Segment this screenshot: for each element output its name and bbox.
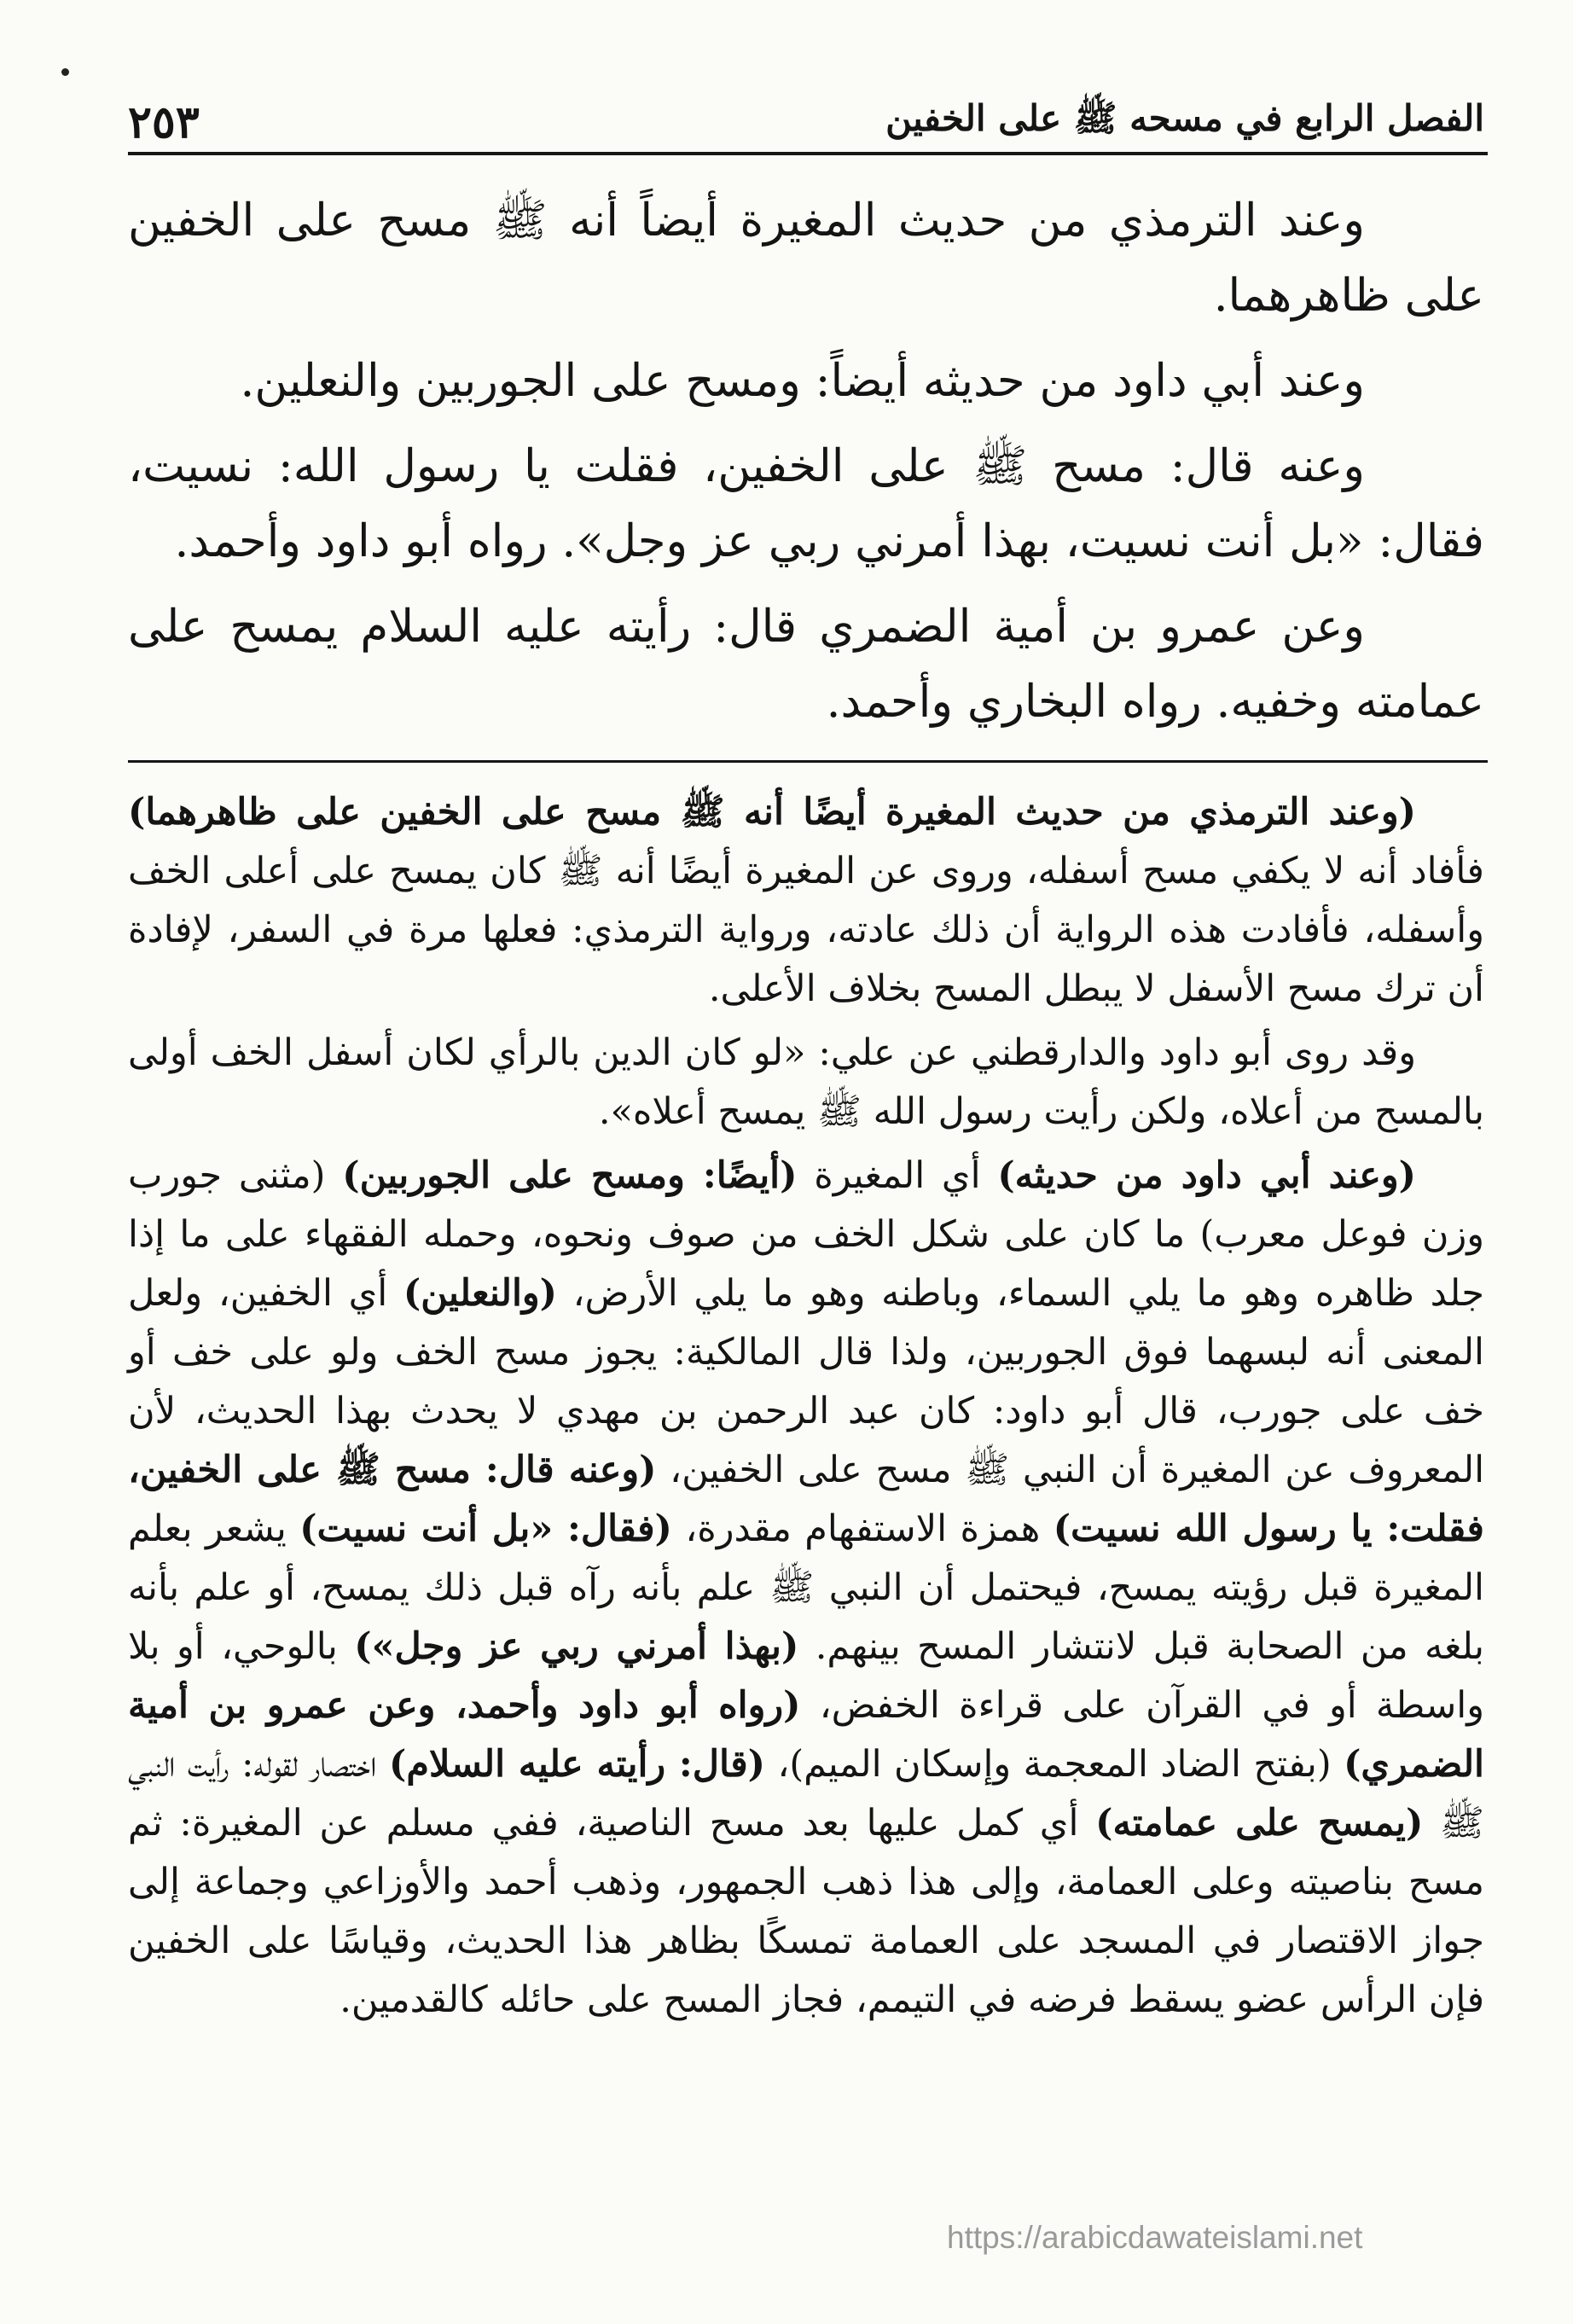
commentary-span: بالوحي، أو بلا واسطة أو في القرآن على قراءة الخفض، (128, 1625, 1484, 1727)
commentary-paragraph: وقد روى أبو داود والدارقطني عن علي: «لو كان الدين بالرأي لكان أسفل الخف أولى بالمسح من أعلاه، ولكن رأيت رسول الله ﷺ يمسح أعلاه». (128, 1031, 1484, 1133)
commentary-span: (بفتح الضاد المعجمة وإسكان الميم)، (765, 1743, 1344, 1786)
section-rule (128, 760, 1488, 763)
commentary-span: أي كمل عليها بعد مسح الناصية، ففي مسلم عن المغيرة: ثم مسح بناصيته وعلى العمامة، وإلى هذا ذهب الجمهور، وذهب أحمد والأوزاعي وجماعة إلى جواز الاقتصار في المسجد على العمامة تمسكًا بظاهر هذا الحديث، وقياسًا على الخفين فإن الرأس عضو يسقط فرضه في التيمم، فجاز المسح على حائله كالقدمين. (128, 1802, 1484, 2021)
hadith-paragraph: وعند الترمذي من حديث المغيرة أيضاً أنه ﷺ مسح على الخفين على ظاهرهما. (128, 195, 1484, 322)
quoted-hadith: (يمسح على عمامته) (1095, 1802, 1424, 1845)
quoted-hadith: (والنعلين) (403, 1272, 558, 1315)
ink-dot (61, 68, 69, 76)
quoted-hadith: (أيضًا: ومسح على الجوربين) (342, 1154, 798, 1197)
hadith-paragraph: وعنه قال: مسح ﷺ على الخفين، فقلت يا رسول الله: نسيت، فقال: «بل أنت نسيت، بهذا أمرني ربي عز وجل». رواه أبو داود وأحمد. (128, 440, 1484, 567)
quoted-hadith: (وعنه قال: مسح ﷺ على الخفين، فقلت: يا رسول الله نسيت) (128, 1449, 1484, 1550)
quoted-hadith: (وعند أبي داود من حديثه) (997, 1154, 1416, 1197)
header-rule (128, 152, 1488, 155)
watermark-url: https://arabicdawateislami.net (947, 2220, 1363, 2255)
chapter-title: الفصل الرابع في مسحه ﷺ على الخفين (885, 97, 1484, 139)
commentary-paragraph (128, 783, 1484, 1019)
hadith-text (128, 183, 1484, 750)
commentary-span: فأفاد أنه لا يكفي مسح أسفله، وروى عن المغيرة أيضًا أنه ﷺ كان يمسح على أعلى الخف وأسفله، فأفادت هذه الرواية أن ذلك عادته، ورواية الترمذي: فعلها مرة في السفر، لإفادة أن ترك مسح الأسفل لا يبطل المسح بخلاف الأعلى. (128, 850, 1484, 1010)
commentary-span: اختصار لقوله: رأيت النبي ﷺ (128, 1743, 1484, 1845)
commentary-span: أي الخفين، ولعل المعنى أنه لبسهما فوق الجوربين، ولذا قال المالكية: يجوز مسح الخف ولو على خف أو خف على جورب، قال أبو داود: كان عبد الرحمن بن مهدي لا يحدث بهذا الحديث، لأن المعروف عن المغيرة أن النبي ﷺ مسح على الخفين، (128, 1272, 1485, 1491)
commentary-span: همزة الاستفهام مقدرة، (671, 1508, 1054, 1550)
quoted-hadith: (فقال: «بل أنت نسيت) (299, 1508, 672, 1550)
commentary-span: يشعر بعلم المغيرة قبل رؤيته يمسح، فيحتمل أن النبي ﷺ علم بأنه رآه قبل ذلك يمسح، أو علم بأنه بلغه من الصحابة قبل لانتشار المسح بينهم. (128, 1508, 1485, 1668)
commentary-paragraph (128, 1147, 1484, 2030)
hadith-paragraph: وعند أبي داود من حديثه أيضاً: ومسح على الجوربين والنعلين. (240, 355, 1365, 407)
commentary-span: أي المغيرة (797, 1154, 998, 1197)
quoted-hadith: (بهذا أمرني ربي عز وجل») (354, 1625, 799, 1668)
page-header (128, 84, 1484, 148)
hadith-paragraph: وعن عمرو بن أمية الضمري قال: رأيته عليه السلام يمسح على عمامته وخفيه. رواه البخاري وأحمد. (128, 601, 1484, 728)
quoted-hadith: (وعند الترمذي من حديث المغيرة أيضًا أنه ﷺ مسح على الخفين على ظاهرهما) (128, 791, 1416, 834)
quoted-hadith: (رواه أبو داود وأحمد، وعن عمرو بن أمية الضمري) (128, 1684, 1484, 1786)
commentary-text (128, 783, 1484, 2035)
quoted-hadith: (قال: رأيته عليه السلام) (389, 1743, 766, 1786)
commentary-span: (مثنى جورب وزن فوعل معرب) ما كان على شكل الخف من صوف ونحوه، وحمله الفقهاء على ما إذا جلد ظاهره وهو ما يلي السماء، وباطنه وهو ما يلي الأرض، (128, 1154, 1484, 1315)
page-number: ٢٥٣ (128, 96, 200, 148)
